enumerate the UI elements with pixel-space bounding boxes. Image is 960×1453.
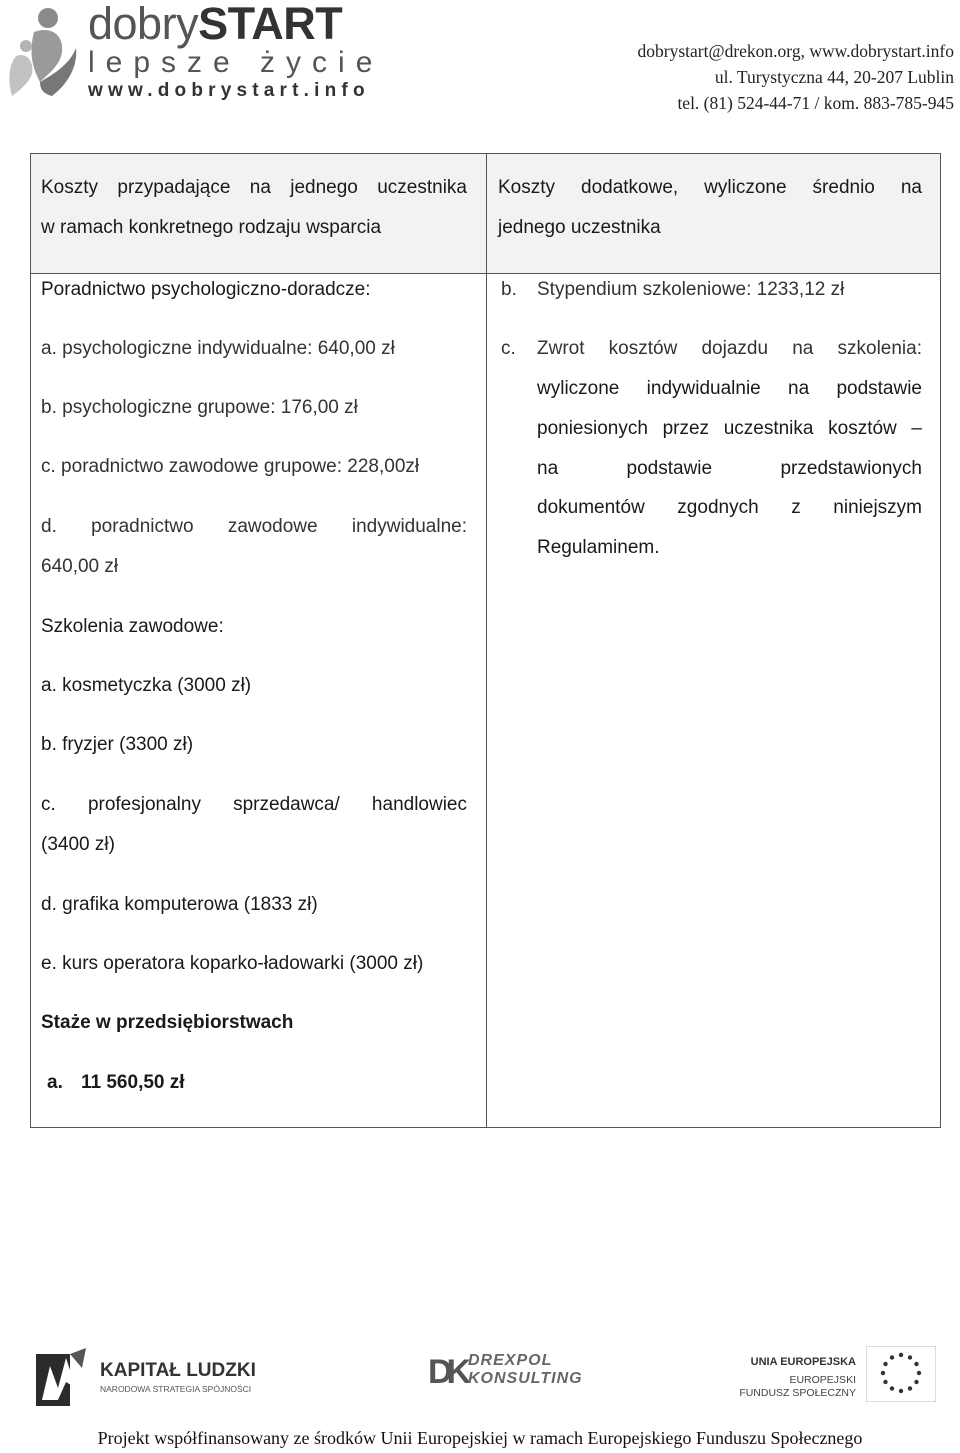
eu-flag-stars-icon: [866, 1346, 936, 1402]
eu-line1: UNIA EUROPEJSKA: [750, 1356, 856, 1368]
table-header-left: [31, 154, 486, 273]
column-divider: [486, 154, 487, 1127]
brand-block: [88, 0, 383, 102]
drexpol-line2: KONSULTING: [468, 1370, 583, 1387]
section-internships-title: Staże w przedsiębiorstwach: [41, 1012, 294, 1033]
counseling-item-b: b. psychologiczne grupowe: 176,00 zł: [41, 397, 358, 418]
header-right-line1: Koszty dodatkowe, wyliczone średnio na: [498, 177, 922, 198]
extra-item-c-marker: c.: [501, 338, 516, 359]
drexpol-line1: DREXPOL: [468, 1352, 553, 1369]
contact-address: ul. Turystyczna 44, 20-207 Lublin: [714, 67, 954, 87]
contact-block: [638, 38, 954, 116]
training-item-a: a. kosmetyczka (3000 zł): [41, 675, 252, 696]
footer-logos: [0, 1340, 960, 1415]
extra-item-c-line1: Zwrot kosztów dojazdu na szkolenia:: [537, 338, 922, 359]
training-item-c-line2: (3400 zł): [41, 834, 115, 855]
header-left-line2: w ramach konkretnego rodzaju wsparcia: [41, 217, 382, 238]
kapital-ludzki-emblem-icon: [36, 1348, 88, 1406]
header-left-line1: Koszty przypadające na jednego uczestnika: [41, 177, 467, 198]
extra-item-c-line5: dokumentów zgodnych z niniejszym: [537, 497, 922, 518]
kapital-ludzki-title: KAPITAŁ LUDZKI: [100, 1360, 256, 1381]
section-counseling-title: Poradnictwo psychologiczno-doradcze:: [41, 279, 371, 300]
internship-item-a-value: 11 560,50 zł: [81, 1072, 185, 1093]
extra-item-c-line2: wyliczone indywidualnie na podstawie: [537, 378, 922, 399]
extra-item-b-text: Stypendium szkoleniowe: 1233,12 zł: [537, 279, 845, 300]
extra-item-b-marker: b.: [501, 279, 517, 300]
brand-tagline: lepsze życie: [88, 46, 384, 79]
counseling-item-a: a. psychologiczne indywidualne: 640,00 zł: [41, 338, 395, 359]
brand-website: www.dobrystart.info: [88, 80, 370, 101]
costs-table: [30, 153, 941, 1128]
kapital-ludzki-subtitle: NARODOWA STRATEGIA SPÓJNOŚCI: [100, 1384, 252, 1394]
cofinancing-note: Projekt współfinansowany ze środków Unii Europejskiej w ramach Europejskiego Funduszu Społecznego: [97, 1428, 863, 1448]
table-header-right: [487, 154, 940, 273]
training-item-d: d. grafika komputerowa (1833 zł): [41, 894, 318, 915]
counseling-item-d-line1: d. poradnictwo zawodowe indywidualne:: [41, 516, 467, 537]
counseling-item-d-line2: 640,00 zł: [41, 556, 119, 577]
contact-phone: tel. (81) 524-44-71 / kom. 883-785-945: [677, 93, 954, 113]
training-item-c-line1: c. profesjonalny sprzedawca/ handlowiec: [41, 794, 467, 815]
training-item-e: e. kurs operatora koparko-ładowarki (3000 zł): [41, 953, 424, 974]
header-divider: [31, 273, 940, 274]
drexpol-mark: DK: [428, 1353, 466, 1391]
header-right-line2: jednego uczestnika: [498, 217, 661, 238]
contact-email-web[interactable]: dobrystart@drekon.org, www.dobrystart.info: [637, 41, 954, 61]
extra-item-c-line3: poniesionych przez uczestnika kosztów –: [537, 418, 922, 439]
dobrystart-logo-figures-icon: [4, 4, 84, 104]
eu-line3: FUNDUSZ SPOŁECZNY: [739, 1387, 856, 1399]
extra-item-c-line4: na podstawie przedstawionych: [537, 458, 922, 479]
brand-name: dobrySTART: [88, 0, 343, 49]
counseling-item-c: c. poradnictwo zawodowe grupowe: 228,00zł: [41, 456, 420, 477]
section-training-title: Szkolenia zawodowe:: [41, 616, 224, 637]
extra-item-c-line6: Regulaminem.: [537, 537, 660, 558]
training-item-b: b. fryzjer (3300 zł): [41, 734, 194, 755]
internship-item-a-marker: a.: [47, 1072, 63, 1093]
eu-line2: EUROPEJSKI: [789, 1374, 856, 1386]
